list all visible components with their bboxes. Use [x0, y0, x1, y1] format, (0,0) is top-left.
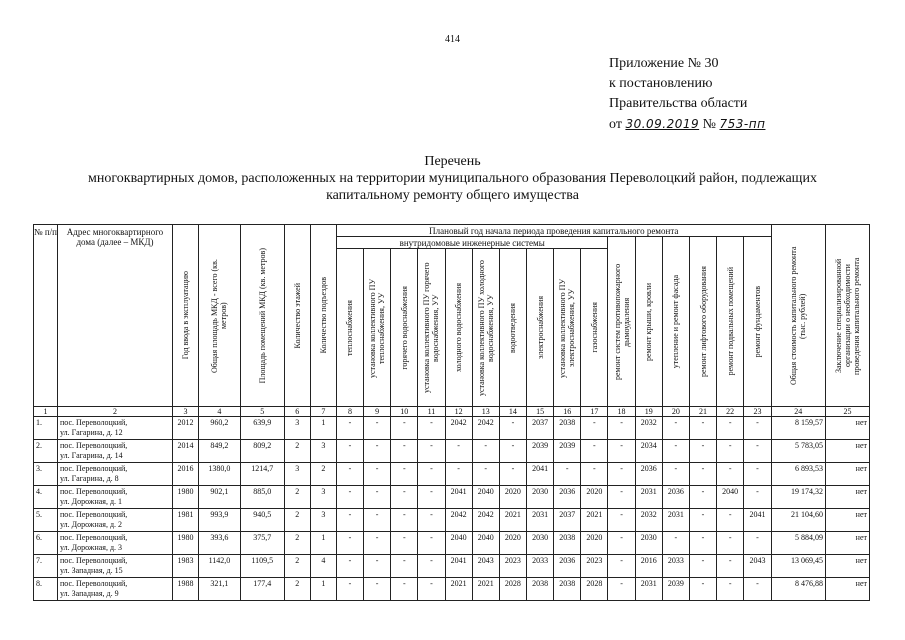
cell-c20: 2039: [662, 578, 689, 601]
header-gas: газоснабжения: [581, 249, 608, 407]
cell-c18: -: [608, 463, 635, 486]
cell-c23: -: [744, 417, 771, 440]
cell-c20: -: [662, 440, 689, 463]
header-address: Адрес многоквартирного дома (далее – МКД): [58, 225, 173, 407]
cell-c11: -: [418, 440, 445, 463]
table-row: [34, 417, 870, 440]
address-line-2: ул. Дорожная, д. 2: [60, 520, 123, 529]
cell-year: 2016: [172, 463, 198, 486]
header-total-area: Общая площадь МКД - всего (кв. метров): [199, 225, 241, 407]
cell-c11: -: [418, 417, 445, 440]
address-line-2: ул. Западная, д. 9: [60, 589, 119, 598]
cell-c19: 2032: [635, 417, 662, 440]
cell-cost: 13 069,45: [771, 555, 825, 578]
cell-floors: 3: [284, 463, 310, 486]
cell-spec: нет: [825, 463, 869, 486]
cell-c14: 2020: [499, 486, 526, 509]
cell-c18: -: [608, 509, 635, 532]
column-number: 10: [391, 407, 418, 417]
cell-c12: -: [445, 463, 472, 486]
cell-c22: -: [717, 463, 744, 486]
appendix-line-2: к постановлению: [609, 76, 713, 91]
column-numbers-row: [34, 407, 870, 417]
cell-c8: -: [336, 555, 363, 578]
cell-ent: 1: [310, 532, 336, 555]
cell-floors: 2: [284, 509, 310, 532]
cell-c12: 2040: [445, 532, 472, 555]
address-line-1: пос. Переволоцкий,: [60, 487, 128, 496]
appendix-block: [609, 54, 765, 135]
appendix-line-1: Приложение № 30: [609, 56, 719, 71]
table-row: [34, 578, 870, 601]
cell-ent: 1: [310, 417, 336, 440]
cell-ent: 3: [310, 486, 336, 509]
cell-c21: -: [689, 463, 716, 486]
cell-c12: -: [445, 440, 472, 463]
header-entrances: Количество подъездов: [310, 225, 336, 407]
cell-parea: 940,5: [240, 509, 284, 532]
column-number: 3: [172, 407, 198, 417]
cell-address: [58, 486, 173, 509]
cell-c11: -: [418, 463, 445, 486]
cell-c14: 2028: [499, 578, 526, 601]
cell-c17: 2020: [581, 532, 608, 555]
cell-cost: 5 783,05: [771, 440, 825, 463]
cell-parea: 885,0: [240, 486, 284, 509]
address-line-2: ул. Дорожная, д. 1: [60, 497, 123, 506]
cell-c13: -: [472, 463, 499, 486]
cell-c17: 2023: [581, 555, 608, 578]
cell-floors: 2: [284, 578, 310, 601]
cell-c21: -: [689, 486, 716, 509]
cell-c9: -: [364, 440, 391, 463]
cell-c21: -: [689, 532, 716, 555]
cell-area: 393,6: [199, 532, 241, 555]
column-number: 8: [336, 407, 363, 417]
cell-parea: 1109,5: [240, 555, 284, 578]
cell-year: 1983: [172, 555, 198, 578]
header-roof: ремонт крыши, кровли: [635, 237, 662, 407]
cell-c16: -: [554, 463, 581, 486]
cell-c20: 2036: [662, 486, 689, 509]
title-line-3: капитальному ремонту общего имущества: [326, 188, 579, 203]
cell-c21: -: [689, 417, 716, 440]
cell-c18: -: [608, 555, 635, 578]
cell-c14: 2020: [499, 532, 526, 555]
cell-c15: 2031: [527, 509, 554, 532]
address-line-2: ул. Западная, д. 15: [60, 566, 123, 575]
header-heat-meter: установка коллективного ПУ теплоснабжения, УУ: [364, 249, 391, 407]
cell-c19: 2016: [635, 555, 662, 578]
cell-floors: 3: [284, 417, 310, 440]
cell-c22: -: [717, 578, 744, 601]
appendix-number-sign: №: [702, 117, 717, 132]
cell-c14: -: [499, 463, 526, 486]
appendix-line-3: Правительства области: [609, 96, 748, 111]
cell-c8: -: [336, 509, 363, 532]
cell-parea: 177,4: [240, 578, 284, 601]
cell-c10: -: [391, 417, 418, 440]
column-number: 6: [284, 407, 310, 417]
cell-c13: 2021: [472, 578, 499, 601]
title-line-2: многоквартирных домов, расположенных на территории муниципального образования Переволоцкий район, подлежащих: [88, 171, 817, 186]
cell-c22: -: [717, 532, 744, 555]
cell-area: 993,9: [199, 509, 241, 532]
header-floors: Количество этажей: [284, 225, 310, 407]
header-premises-area: Площадь помещений МКД (кв. метров): [240, 225, 284, 407]
cell-c23: -: [744, 532, 771, 555]
cell-floors: 2: [284, 440, 310, 463]
header-year-built: Год ввода в эксплуатацию: [172, 225, 198, 407]
column-number: 9: [364, 407, 391, 417]
cell-spec: нет: [825, 555, 869, 578]
column-number: 1: [34, 407, 58, 417]
cell-c19: 2031: [635, 578, 662, 601]
cell-c10: -: [391, 509, 418, 532]
cell-c12: 2042: [445, 417, 472, 440]
cell-c22: 2040: [717, 486, 744, 509]
cell-n: 4.: [34, 486, 58, 509]
cell-c10: -: [391, 578, 418, 601]
column-number: 7: [310, 407, 336, 417]
cell-address: [58, 440, 173, 463]
cell-c18: -: [608, 417, 635, 440]
header-cold-water: холодного водоснабжения: [445, 249, 472, 407]
header-fire-systems: ремонт систем противопожарного дымоудаления: [608, 237, 635, 407]
cell-cost: 5 884,09: [771, 532, 825, 555]
cell-c21: -: [689, 578, 716, 601]
cell-c20: 2031: [662, 509, 689, 532]
column-number: 21: [689, 407, 716, 417]
header-hot-water: горячего водоснабжения: [391, 249, 418, 407]
cell-n: 2.: [34, 440, 58, 463]
cell-cost: 6 893,53: [771, 463, 825, 486]
cell-c16: 2036: [554, 555, 581, 578]
cell-c21: -: [689, 555, 716, 578]
column-number: 22: [717, 407, 744, 417]
cell-ent: 4: [310, 555, 336, 578]
header-internal-systems: внутридомовые инженерные системы: [336, 237, 608, 249]
cell-c9: -: [364, 555, 391, 578]
header-hot-water-meter: установка коллективного ПУ горячего водоснабжения, УУ: [418, 249, 445, 407]
cell-c23: -: [744, 440, 771, 463]
cell-ent: 3: [310, 440, 336, 463]
column-number: 11: [418, 407, 445, 417]
cell-c8: -: [336, 463, 363, 486]
cell-c9: -: [364, 578, 391, 601]
cell-address: [58, 578, 173, 601]
column-number: 2: [58, 407, 173, 417]
header-foundation: ремонт фундаментов: [744, 237, 771, 407]
column-number: 5: [240, 407, 284, 417]
table-row: [34, 532, 870, 555]
cell-cost: 8 476,88: [771, 578, 825, 601]
column-number: 25: [825, 407, 869, 417]
cell-c8: -: [336, 486, 363, 509]
cell-c23: 2043: [744, 555, 771, 578]
cell-year: 1988: [172, 578, 198, 601]
header-total-cost: Общая стоимость капитального ремонта (тыс. рублей): [771, 225, 825, 407]
cell-spec: нет: [825, 486, 869, 509]
column-number: 15: [527, 407, 554, 417]
document-title: [0, 153, 905, 204]
cell-c14: 2023: [499, 555, 526, 578]
cell-area: 849,2: [199, 440, 241, 463]
cell-year: 1980: [172, 532, 198, 555]
cell-c19: 2034: [635, 440, 662, 463]
header-electricity-meter: установка коллективного ПУ электроснабжения, УУ: [554, 249, 581, 407]
cell-n: 8.: [34, 578, 58, 601]
cell-address: [58, 532, 173, 555]
appendix-number: 753-пп: [719, 117, 766, 131]
cell-c16: 2038: [554, 532, 581, 555]
column-number: 12: [445, 407, 472, 417]
cell-ent: 3: [310, 509, 336, 532]
cell-c12: 2021: [445, 578, 472, 601]
cell-year: 1981: [172, 509, 198, 532]
cell-c17: -: [581, 463, 608, 486]
address-line-2: ул. Дорожная, д. 3: [60, 543, 123, 552]
cell-c13: 2040: [472, 532, 499, 555]
cell-c19: 2032: [635, 509, 662, 532]
cell-address: [58, 417, 173, 440]
cell-c21: -: [689, 509, 716, 532]
header-specialized: Заключение специализированной организации о необходимости проведения капитального ремонта: [825, 225, 869, 407]
cell-parea: 639,9: [240, 417, 284, 440]
column-number: 18: [608, 407, 635, 417]
address-line-1: пос. Переволоцкий,: [60, 556, 128, 565]
cell-area: 321,1: [199, 578, 241, 601]
cell-parea: 375,7: [240, 532, 284, 555]
cell-ent: 1: [310, 578, 336, 601]
cell-n: 7.: [34, 555, 58, 578]
table-row: [34, 509, 870, 532]
cell-parea: 809,2: [240, 440, 284, 463]
cell-c15: 2038: [527, 578, 554, 601]
cell-c9: -: [364, 509, 391, 532]
address-line-2: ул. Гагарина, д. 8: [60, 474, 119, 483]
address-line-1: пос. Переволоцкий,: [60, 579, 128, 588]
cell-c18: -: [608, 486, 635, 509]
column-number: 20: [662, 407, 689, 417]
header-sewerage: водоотведения: [499, 249, 526, 407]
cell-ent: 2: [310, 463, 336, 486]
cell-cost: 8 159,57: [771, 417, 825, 440]
table-row: [34, 555, 870, 578]
cell-n: 5.: [34, 509, 58, 532]
cell-c11: -: [418, 532, 445, 555]
cell-c9: -: [364, 532, 391, 555]
cell-floors: 2: [284, 532, 310, 555]
cell-c15: 2037: [527, 417, 554, 440]
cell-c13: -: [472, 440, 499, 463]
address-line-2: ул. Гагарина, д. 14: [60, 451, 123, 460]
address-line-1: пос. Переволоцкий,: [60, 464, 128, 473]
cell-c14: -: [499, 440, 526, 463]
cell-address: [58, 463, 173, 486]
column-number: 13: [472, 407, 499, 417]
cell-c16: 2038: [554, 417, 581, 440]
cell-c23: -: [744, 486, 771, 509]
cell-n: 3.: [34, 463, 58, 486]
address-line-1: пос. Переволоцкий,: [60, 418, 128, 427]
cell-c19: 2030: [635, 532, 662, 555]
cell-area: 1142,0: [199, 555, 241, 578]
cell-c16: 2036: [554, 486, 581, 509]
cell-c9: -: [364, 417, 391, 440]
cell-spec: нет: [825, 578, 869, 601]
cell-c10: -: [391, 555, 418, 578]
cell-year: 2014: [172, 440, 198, 463]
cell-c18: -: [608, 532, 635, 555]
cell-c17: -: [581, 417, 608, 440]
table-row: [34, 463, 870, 486]
cell-c12: 2041: [445, 555, 472, 578]
cell-c14: -: [499, 417, 526, 440]
cell-c11: -: [418, 509, 445, 532]
cell-c8: -: [336, 578, 363, 601]
cell-c12: 2042: [445, 509, 472, 532]
address-line-1: пос. Переволоцкий,: [60, 533, 128, 542]
appendix-from-label: от: [609, 117, 622, 132]
cell-c8: -: [336, 440, 363, 463]
table-row: [34, 486, 870, 509]
header-cold-water-meter: установка коллективного ПУ холодного водоснабжения, УУ: [472, 249, 499, 407]
cell-c22: -: [717, 440, 744, 463]
cell-n: 1.: [34, 417, 58, 440]
cell-c10: -: [391, 440, 418, 463]
cell-c18: -: [608, 440, 635, 463]
cell-c23: 2041: [744, 509, 771, 532]
cell-c22: -: [717, 417, 744, 440]
header-elevator: ремонт лифтового оборудования: [689, 237, 716, 407]
cell-year: 1980: [172, 486, 198, 509]
cell-area: 960,2: [199, 417, 241, 440]
column-number: 19: [635, 407, 662, 417]
cell-c16: 2037: [554, 509, 581, 532]
column-number: 16: [554, 407, 581, 417]
cell-floors: 2: [284, 555, 310, 578]
cell-c14: 2021: [499, 509, 526, 532]
cell-c15: 2030: [527, 532, 554, 555]
cell-c13: 2042: [472, 417, 499, 440]
header-num: № п/п: [34, 225, 58, 407]
cell-c15: 2030: [527, 486, 554, 509]
cell-c9: -: [364, 486, 391, 509]
cell-c19: 2031: [635, 486, 662, 509]
header-heat: теплоснабжения: [336, 249, 363, 407]
cell-c21: -: [689, 440, 716, 463]
cell-c13: 2042: [472, 509, 499, 532]
cell-spec: нет: [825, 417, 869, 440]
cell-c11: -: [418, 555, 445, 578]
cell-c11: -: [418, 486, 445, 509]
cell-c22: -: [717, 509, 744, 532]
cell-c17: -: [581, 440, 608, 463]
cell-c13: 2040: [472, 486, 499, 509]
cell-c16: 2039: [554, 440, 581, 463]
buildings-table: [33, 224, 870, 601]
table-row: [34, 440, 870, 463]
cell-c20: 2033: [662, 555, 689, 578]
address-line-1: пос. Переволоцкий,: [60, 510, 128, 519]
cell-c18: -: [608, 578, 635, 601]
cell-c23: -: [744, 578, 771, 601]
header-planned-year: Плановый год начала периода проведения капитального ремонта: [336, 225, 771, 237]
cell-c19: 2036: [635, 463, 662, 486]
cell-c15: 2033: [527, 555, 554, 578]
cell-c11: -: [418, 578, 445, 601]
cell-n: 6.: [34, 532, 58, 555]
cell-c8: -: [336, 532, 363, 555]
column-number: 4: [199, 407, 241, 417]
appendix-line-4: [609, 114, 765, 135]
table-body: [34, 407, 870, 601]
cell-c17: 2020: [581, 486, 608, 509]
cell-cost: 19 174,32: [771, 486, 825, 509]
address-line-2: ул. Гагарина, д. 12: [60, 428, 123, 437]
cell-c15: 2041: [527, 463, 554, 486]
cell-c10: -: [391, 463, 418, 486]
column-number: 23: [744, 407, 771, 417]
page-number: 414: [445, 34, 460, 45]
cell-c17: 2021: [581, 509, 608, 532]
cell-c16: 2038: [554, 578, 581, 601]
cell-spec: нет: [825, 532, 869, 555]
cell-area: 1380,0: [199, 463, 241, 486]
address-line-1: пос. Переволоцкий,: [60, 441, 128, 450]
header-basement: ремонт подвальных помещений: [717, 237, 744, 407]
cell-c20: -: [662, 463, 689, 486]
cell-address: [58, 555, 173, 578]
cell-c20: -: [662, 532, 689, 555]
cell-spec: нет: [825, 440, 869, 463]
header-facade: утепление и ремонт фасада: [662, 237, 689, 407]
cell-c15: 2039: [527, 440, 554, 463]
cell-c9: -: [364, 463, 391, 486]
cell-c10: -: [391, 532, 418, 555]
cell-c22: -: [717, 555, 744, 578]
cell-year: 2012: [172, 417, 198, 440]
appendix-date: 30.09.2019: [625, 117, 700, 131]
cell-address: [58, 509, 173, 532]
cell-floors: 2: [284, 486, 310, 509]
title-line-1: Перечень: [424, 154, 481, 169]
cell-c10: -: [391, 486, 418, 509]
header-electricity: электроснабжения: [527, 249, 554, 407]
cell-c12: 2041: [445, 486, 472, 509]
cell-c8: -: [336, 417, 363, 440]
cell-c23: -: [744, 463, 771, 486]
column-number: 17: [581, 407, 608, 417]
column-number: 14: [499, 407, 526, 417]
cell-parea: 1214,7: [240, 463, 284, 486]
cell-spec: нет: [825, 509, 869, 532]
cell-c20: -: [662, 417, 689, 440]
column-number: 24: [771, 407, 825, 417]
cell-c17: 2028: [581, 578, 608, 601]
cell-c13: 2043: [472, 555, 499, 578]
cell-area: 902,1: [199, 486, 241, 509]
cell-cost: 21 104,60: [771, 509, 825, 532]
